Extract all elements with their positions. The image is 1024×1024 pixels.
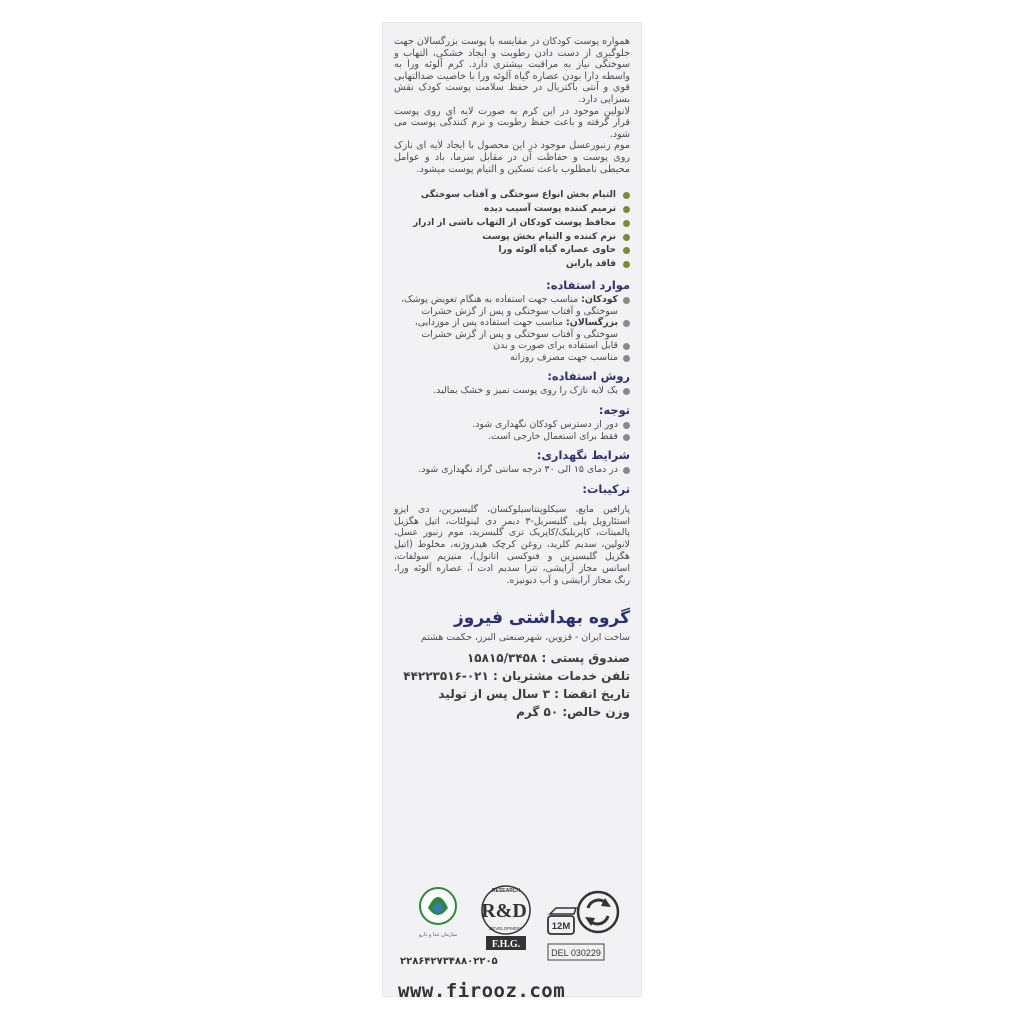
rd-bottom-text: DEVELOPMENT	[488, 926, 524, 931]
period-after-opening-icon	[548, 908, 576, 934]
ingredients-text: پارافین مایع، سیکلوپنتاسیلوکسان، گلیسیرین، دی ایزو استئارویل پلی گلیسریل-۳ دیمر دی لینولئات، اتیل هگزیل پالمیتات، کاپریلیک/کاپریک تری گلیسرید، موم زنبور عسل، لانولین، سدیم کلرید، روغن کرچک هیدروژنه، مخلوط (اتیل هگزیل گلیسیرین و فنوکسی اتانول)، منیزیم سولفات، اسانس مجاز آرایشی، تترا سدیم ادت آ، عصاره آلوئه ورا، رنگ مجاز آرایشی و آب دیونیزه.	[394, 503, 631, 586]
bullet-icon	[623, 234, 630, 241]
storage-text: در دمای ۱۵ الی ۳۰ درجه سانتی گراد نگهداری شود.	[394, 464, 630, 476]
usage-face-body: قابل استفاده برای صورت و بدن	[394, 340, 630, 352]
rd-top-text: RESEARCH	[491, 888, 521, 894]
bullet-icon	[623, 206, 630, 213]
bullet-icon	[623, 220, 630, 227]
bullet-icon	[623, 422, 630, 429]
expiry-date: تاریخ انقضا : ۳ سال پس از تولید	[438, 687, 630, 702]
ingredients-title: ترکیبات:	[582, 481, 630, 496]
storage-title: شرایط نگهداری:	[536, 448, 630, 463]
batch-code	[548, 944, 604, 960]
fhg-text: F.H.G.	[491, 939, 521, 950]
method-title: روش استفاده:	[547, 369, 630, 384]
rd-main-text: R&D	[481, 900, 527, 922]
wax-paragraph: موم زنبورعسل موجود در این محصول با ایجاد لایه ای نازک روی پوست و حفاظت آن در مقابل سرما، باد و عوامل محیطی نامطلوب باعث تسکین و التیام پوست میشود.	[394, 140, 630, 175]
food-drug-logo	[418, 888, 457, 938]
usage-daily: مناسب جهت مصرف روزانه	[394, 352, 630, 364]
customer-phone: تلفن خدمات مشتریان : ۰۲۱-۴۴۲۲۳۵۱۶	[403, 669, 630, 684]
barcode-number: ۲۲۸۶۴۲۷۳۴۸۸۰۲۲۰۵	[400, 956, 498, 967]
bullet-icon	[623, 192, 630, 199]
bullet-icon	[623, 434, 630, 441]
rd-badge	[481, 886, 530, 950]
caution-title: توجه:	[598, 403, 630, 418]
lanolin-paragraph: لانولین موجود در این کرم به صورت لایه ای روی پوست قرار گرفته و باعث حفظ رطوبت و نرم کنندگی پوست می شود.	[394, 105, 630, 140]
net-weight: وزن خالص: ۵۰ گرم	[516, 705, 630, 720]
usage-adults: بزرگسالان: مناسب جهت استفاده پس از موزدایی، سوختگی و آفتاب سوختگی و پس از گزش حشرات	[394, 317, 630, 340]
period-label: 12M	[551, 921, 571, 932]
benefits-list	[394, 189, 630, 272]
benefit-item: ترمیم کننده پوست آسیب دیده	[394, 203, 630, 217]
bullet-icon	[623, 320, 630, 327]
bullet-icon	[623, 247, 630, 254]
bullet-icon	[623, 388, 630, 395]
company-address: ساخت ایران - قزوین، شهرصنعتی البرز، حکمت هشتم	[420, 632, 630, 644]
company-name: گروه بهداشتی فیروز	[453, 608, 630, 629]
caution-item: فقط برای استعمال خارجی است.	[394, 431, 630, 443]
label-content	[394, 36, 630, 721]
certification-logos	[398, 878, 626, 968]
benefit-item: محافظ پوست کودکان از التهاب ناشی از ادرار	[394, 217, 630, 231]
benefit-item: التیام بخش انواع سوختگی و آفتاب سوختگی	[394, 189, 630, 203]
bullet-icon	[623, 297, 630, 304]
usage-kids: کودکان: مناسب جهت استفاده به هنگام تعویض پوشک، سوختگی و آفتاب سوختگی و پس از گزش حشرات	[394, 294, 630, 317]
recycle-icon	[578, 892, 618, 932]
po-box: صندوق پستی : ۱۵۸۱۵/۳۴۵۸	[466, 651, 630, 666]
ministry-text: سازمان غذا و دارو	[418, 932, 458, 938]
batch-code-text: DEL 030229	[551, 948, 601, 958]
benefit-item: نرم کننده و التیام بخش پوست	[394, 231, 630, 245]
product-box-side	[382, 22, 642, 1002]
method-text: یک لایه نازک را روی پوست تمیز و خشک بمالید.	[394, 385, 630, 397]
bullet-icon	[623, 261, 630, 268]
caution-item: دور از دسترس کودکان نگهداری شود.	[394, 419, 630, 431]
bullet-icon	[623, 343, 630, 350]
bullet-icon	[623, 467, 630, 474]
intro-paragraph: همواره پوست کودکان در مقایسه با پوست بزرگسالان جهت جلوگیری از دست دادن رطوبت و ایجاد خشکی، التهاب و سوختگی نیاز به مراقبت بیشتری دارد. کرم آلوئه ورا به واسطه دارا بودن عصاره گیاه آلوئه ورا با خاصیت ضدالتهابی قوی و آنتی باکتریال در حفظ سلامت پوست کودک نقش بسزایی دارد.	[394, 36, 630, 105]
usage-title: موارد استفاده:	[546, 277, 630, 292]
website-url[interactable]: www.firooz.com	[398, 980, 566, 1002]
benefit-item: حاوی عصاره گیاه آلوئه ورا	[394, 244, 630, 258]
bullet-icon	[623, 355, 630, 362]
benefit-item: فاقد پارابن	[394, 258, 630, 272]
